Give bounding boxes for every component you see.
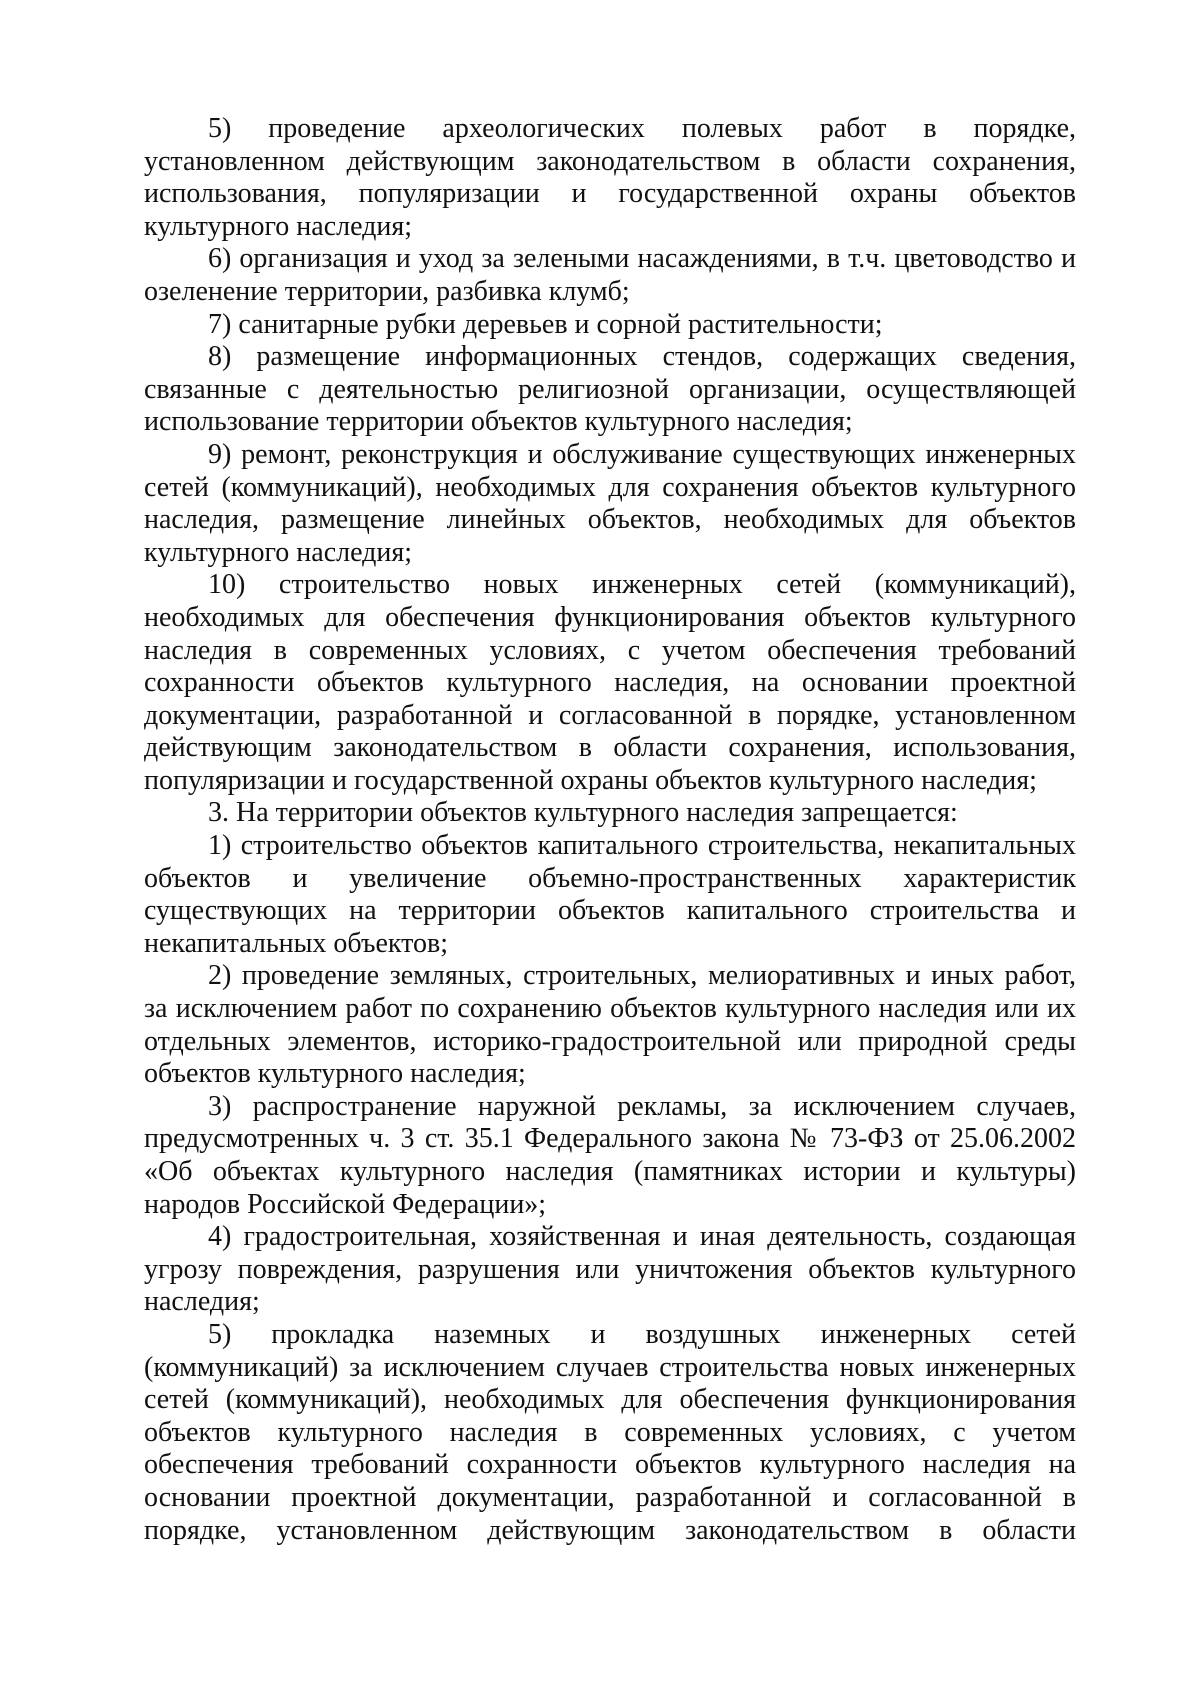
paragraph-item-5-archaeology: 5) проведение археологических полевых работ в порядке, установленном действующим законодательством в области сохранения, использования, популяризации и государственной охраны объектов культурного наследия; bbox=[144, 113, 1076, 242]
paragraph-prohibited-4-threat: 4) градостроительная, хозяйственная и иная деятельность, создающая угрозу повреждения, разрушения или уничтожения объектов культурного наследия; bbox=[144, 1221, 1076, 1318]
paragraph-item-7-sanitary-felling: 7) санитарные рубки деревьев и сорной растительности; bbox=[208, 308, 883, 340]
paragraph-item-10-new-networks: 10) строительство новых инженерных сетей (коммуникаций), необходимых для обеспечения функционирования объектов культурного наследия в современных условиях, с учетом обеспечения требований сохранности объектов культурного наследия, на основании проектной документации, разработанной и согласованной в порядке, установленном действующим законодательством в области сохранения, использования, популяризации и государственной охраны объектов культурного наследия; bbox=[144, 569, 1076, 796]
paragraph-item-9-engineering-repair: 9) ремонт, реконструкция и обслуживание существующих инженерных сетей (коммуникаций), необходимых для сохранения объектов культурного наследия, размещение линейных объектов, необходимых для объектов культурного наследия; bbox=[144, 438, 1076, 568]
paragraph-item-8-info-stands: 8) размещение информационных стендов, содержащих сведения, связанные с деятельностью религиозной организации, осуществляющей использование территории объектов культурного наследия; bbox=[144, 341, 1076, 438]
section-3-heading: 3. На территории объектов культурного наследия запрещается: bbox=[208, 797, 958, 829]
paragraph-prohibited-5-overhead-networks: 5) прокладка наземных и воздушных инженерных сетей (коммуникаций) за исключением случаев строительства новых инженерных сетей (коммуникаций), необходимых для обеспечения функционирования объектов культурного наследия в современных условиях, с учетом обеспечения требований сохранности объектов культурного наследия на основании проектной документации, разработанной и согласованной в порядке, установленном действующим законодательством в области bbox=[144, 1318, 1076, 1546]
paragraph-prohibited-1-construction: 1) строительство объектов капитального строительства, некапитальных объектов и увеличение объемно-пространственных характеристик существующих на территории объектов капитального строительства и некапитальных объектов; bbox=[144, 830, 1076, 959]
paragraph-item-6-greenery: 6) организация и уход за зелеными насаждениями, в т.ч. цветоводство и озеленение территории, разбивка клумб; bbox=[144, 243, 1076, 307]
paragraph-prohibited-2-earthworks: 2) проведение земляных, строительных, мелиоративных и иных работ, за исключением работ по сохранению объектов культурного наследия или их отдельных элементов, историко-градостроительной или природной среды объектов культурного наследия; bbox=[144, 960, 1076, 1090]
document-body bbox=[144, 113, 1076, 1547]
paragraph-prohibited-3-advertising: 3) распространение наружной рекламы, за исключением случаев, предусмотренных ч. 3 ст. 35.1 Федерального закона № 73-ФЗ от 25.06.2002 «Об объектах культурного наследия (памятниках истории и культуры) народов Российской Федерации»; bbox=[144, 1090, 1076, 1220]
